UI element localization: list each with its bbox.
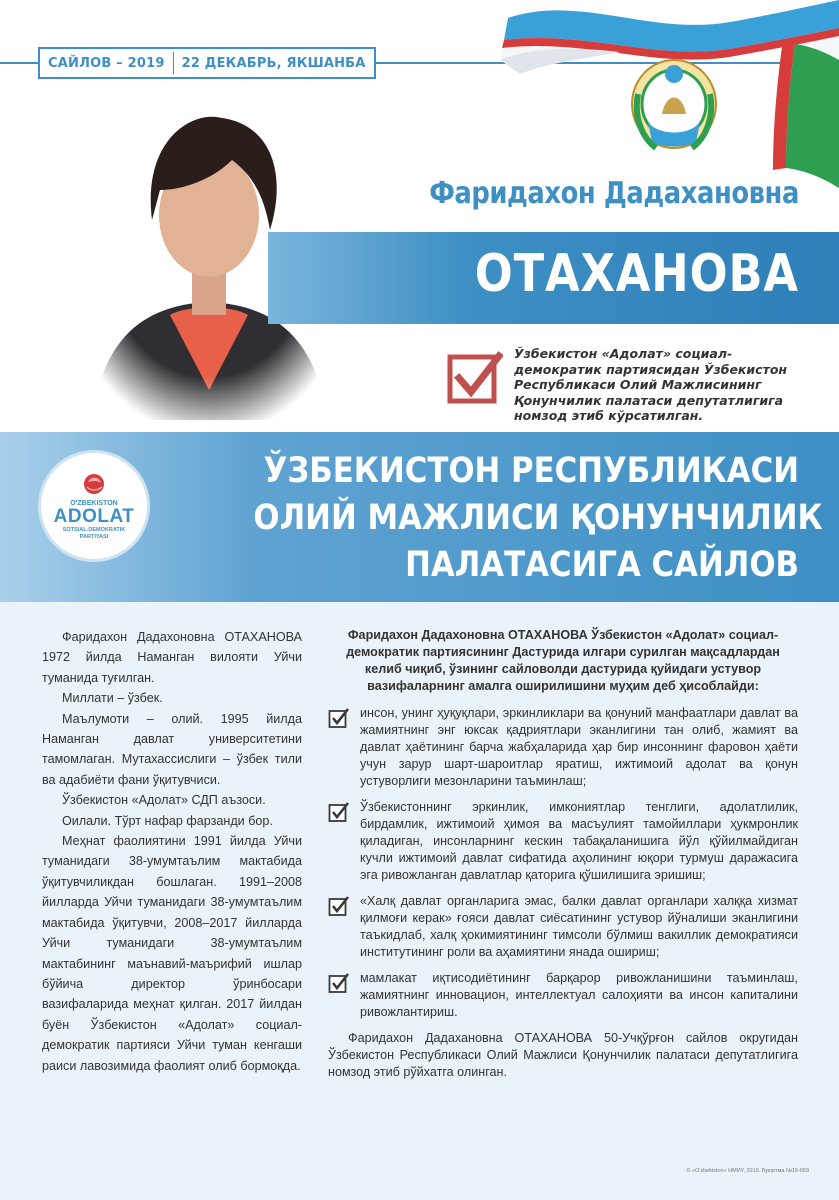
- state-emblem-image: [628, 44, 720, 156]
- party-logo-country: O'ZBEKISTON: [70, 499, 118, 507]
- program-task: [328, 799, 798, 884]
- biography-paragraph: Оилали. Тўрт нафар фарзанди бор.: [62, 813, 273, 828]
- biography-column: [42, 627, 302, 1076]
- election-title: [253, 448, 823, 589]
- program-task-list: [328, 705, 798, 1021]
- adolat-party-logo: [38, 450, 150, 562]
- program-task: [328, 970, 798, 1021]
- program-task-text: мамлакат иқтисодиётининг барқарор ривожланишини таъминлаш, жамиятнинг инновацион, интеллектуал салоҳияти ва инсон капиталини ривожлантириш.: [360, 971, 798, 1019]
- candidate-surname: ОТАХАНОВА: [474, 244, 799, 304]
- program-task-text: инсон, унинг ҳуқуқлари, эркинликлари ва қонуний манфаатлари давлат ва жамиятнинг энг юксак қадриятлари эканлигини тан олиб, жамият ва давлат ҳаётининг барча жабҳаларида ҳар бир инсоннинг фаровон ҳаёти учун зарур шарт-шароитлар яратиш, ижтимоий адолат ва қонун устуворлиги мезонларини таъминлаш;: [360, 706, 798, 788]
- biography-paragraph: Маълумоти – олий. 1995 йилда Наманган давлат университетини тамомлаган. Мутахассислиги – ўзбек тили ва адабиёти фани ўқитувчиси.: [42, 711, 302, 787]
- election-label: САЙЛОВ – 2019: [48, 55, 165, 71]
- program-intro: Фаридахон Дадахоновна ОТАХАНОВА Ўзбекистон «Адолат» социал-демократик партиясининг Дастурида илгари сурилган мақсадлардан келиб чиқиб, ўзининг сайловолди дастурида қуйидаги устувор вазифаларнинг амалга оширилишини муҳим деб ҳисоблайди:: [346, 628, 780, 693]
- registration-statement: Фаридахон Дадахановна ОТАХАНОВА 50-Учқўрғон сайлов округидан Ўзбекистон Республикаси Олий Мажлиси Қонунчилик палатаси депутатлигига номзод этиб рўйхатга олинган.: [328, 1031, 798, 1079]
- biography-paragraph: Миллати – ўзбек.: [62, 691, 163, 706]
- checkbox-checked-icon: [328, 895, 350, 917]
- rose-icon: [77, 472, 111, 496]
- checkbox-checked-icon: [328, 707, 350, 729]
- program-column: [328, 627, 798, 1081]
- program-task-text: Ўзбекистоннинг эркинлик, имкониятлар тенглиги, адолатлилик, бирдамлик, ижтимоий ҳимоя ва масъулият тамойиллари ҳукмронлик қиладиган, инсонларнинг кескин табақаланишига йўл қўйилмайдиган кучли ижтимоий давлат сифатида аҳолининг юқори турмуш даражасига эга ривожланган давлатлар қаторига қўшилишига эришиш;: [360, 800, 798, 882]
- program-task: [328, 705, 798, 790]
- publisher-footer: © «O'zbekiston» НМИУ, 2019. Буюртма №19-659: [686, 1168, 809, 1174]
- biography-paragraph: Фаридахон Дадахоновна ОТАХАНОВА 1972 йилда Наманган вилояти Уйчи туманида туғилган.: [42, 630, 302, 685]
- biography-paragraph: Ўзбекистон «Адолат» СДП аъзоси.: [62, 793, 266, 808]
- date-separator: [173, 52, 174, 74]
- ballot-check-icon: [447, 350, 503, 406]
- election-title-line: ОЛИЙ МАЖЛИСИ ҚОНУНЧИЛИК: [253, 498, 823, 538]
- election-date-box: [38, 47, 376, 79]
- party-logo-subtitle-line: PARTIYASI: [79, 533, 109, 540]
- checkbox-checked-icon: [328, 801, 350, 823]
- election-date: 22 ДЕКАБРЬ, ЯКШАНБА: [181, 55, 366, 71]
- party-logo-subtitle: [63, 527, 126, 541]
- election-title-line: ЎЗБЕКИСТОН РЕСПУБЛИКАСИ: [263, 451, 800, 491]
- checkbox-checked-icon: [328, 972, 350, 994]
- election-title-line: ПАЛАТАСИГА САЙЛОВ: [405, 545, 799, 585]
- program-task: [328, 893, 798, 961]
- party-logo-subtitle-line: SOTSIAL-DEMOKRATIK: [62, 526, 126, 533]
- candidate-first-names: Фаридахон Дадахановна: [429, 176, 799, 211]
- biography-paragraph: Меҳнат фаолиятини 1991 йилда Уйчи туманидаги 38-умумтаълим мактабида ўқитувчиликдан бошлаган. 1991–2008 йилларда Уйчи туманидаги 38-умумтаълим мактабида ўқитувчи, 2008–2017 йилларда Уйчи туманидаги 38-умумтаълим мактабининг маънавий-маърифий ишлар бўйича директор ўринбосари вазифаларида меҳнат қилган. 2017 йилдан буён Ўзбекистон «Адолат» социал-демократик партияси Уйчи туман кенгаши раиси лавозимида фаолият олиб бормоқда.: [42, 834, 302, 1073]
- party-logo-name: ADOLAT: [53, 505, 135, 527]
- program-task-text: «Халқ давлат органларига эмас, балки давлат органлари халққа хизмат қилмоғи керак» ғояси давлат сиёсатининг устувор йўналиши эканлигини таъкидлаб, халқ ҳокимиятининг тимсоли бўлмиш вакиллик демократияси институтининг роли ва аҳамиятини янада ошириш;: [360, 894, 798, 959]
- nomination-statement: Ўзбекистон «Адолат» социал-демократик партиясидан Ўзбекистон Республикаси Олий Мажлисининг Қонунчилик палатаси депутатлигига номзод этиб кўрсатилган.: [514, 346, 788, 423]
